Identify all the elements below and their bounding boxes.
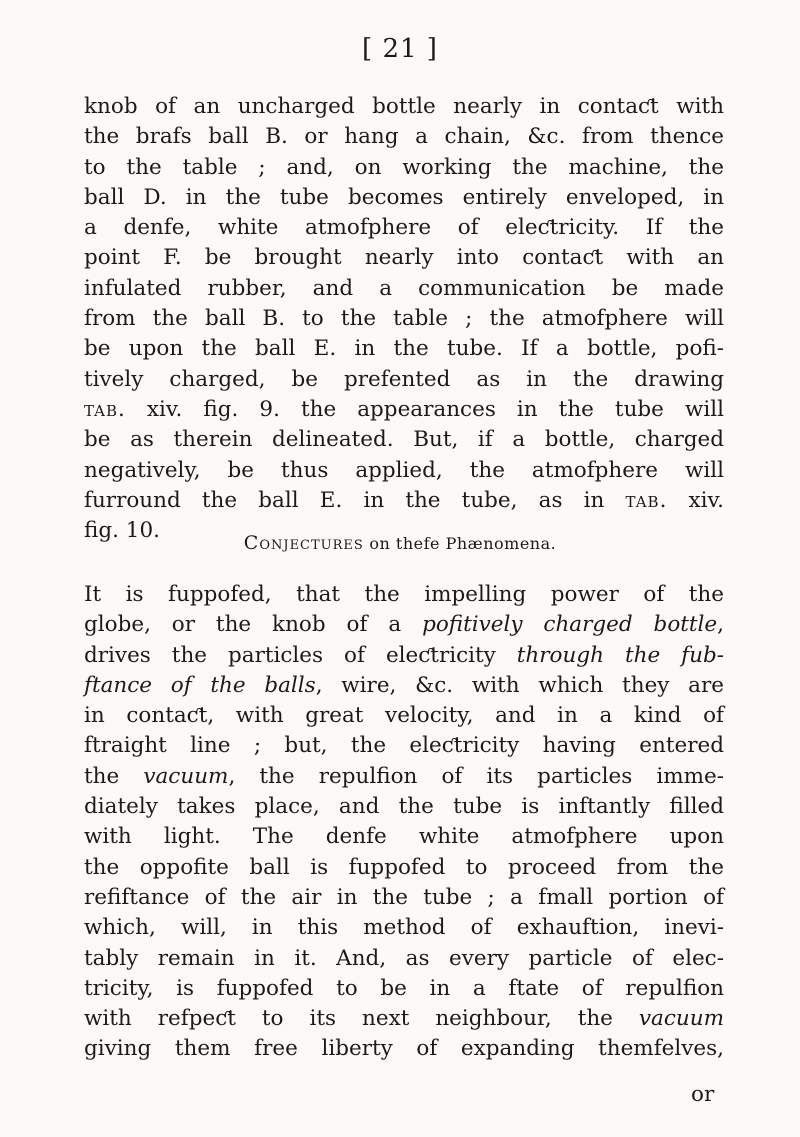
text-segment: be as therein delineated. But, if a bottle, charged — [84, 427, 724, 453]
text-line — [84, 334, 724, 364]
text-segment: drives the particles of eleƈtricity — [84, 642, 517, 668]
italic-text: ftance of the balls — [84, 672, 316, 698]
text-line — [84, 944, 724, 974]
text-line — [84, 1034, 724, 1064]
paragraph-1 — [84, 92, 724, 546]
catchword: or — [691, 1082, 715, 1107]
text-segment: diately takes place, and the tube is inftantly filled — [84, 794, 724, 820]
text-line — [84, 822, 724, 852]
text-line — [84, 365, 724, 395]
text-segment: , — [717, 612, 724, 638]
text-line — [84, 486, 724, 516]
section-heading-lead: Conjectures — [243, 532, 364, 554]
text-segment: furround the ball E. in the tube, as in — [84, 487, 626, 513]
text-segment: giving them free liberty of expanding themfelves, — [84, 1036, 724, 1062]
text-segment: fig. 10. — [84, 518, 160, 544]
text-segment: with refpeƈt to its next neighbour, the — [84, 1006, 639, 1032]
text-line — [84, 580, 724, 610]
italic-text: pofitively charged bottle — [422, 612, 718, 638]
text-line — [84, 853, 724, 883]
text-line — [84, 792, 724, 822]
text-segment: xiv. fig. 9. the appearances in the tube will — [125, 396, 724, 422]
text-segment: globe, or the knob of a — [84, 612, 423, 638]
text-segment: xiv. — [667, 487, 724, 513]
text-segment: , wire, &c. with which they are — [315, 672, 724, 698]
text-line — [84, 395, 724, 425]
text-segment: tricity, is fuppofed to be in a ftate of repulfion — [84, 975, 724, 1001]
text-segment: ball D. in the tube becomes entirely enveloped, in — [84, 184, 724, 210]
page-number: [ 21 ] — [362, 34, 438, 64]
text-line — [84, 92, 724, 122]
text-line — [84, 641, 724, 671]
text-line — [84, 974, 724, 1004]
text-line — [84, 183, 724, 213]
text-segment: the oppofite ball is fuppofed to proceed from the — [84, 854, 724, 880]
text-line — [84, 762, 724, 792]
section-heading-rest: on thefe Phænomena. — [363, 534, 557, 553]
italic-text: vacuum — [638, 1006, 724, 1032]
text-segment: knob of an uncharged bottle nearly in contaƈt with — [84, 94, 724, 119]
text-segment: ftraight line ; but, the eleƈtricity having entered — [84, 733, 724, 759]
text-line — [84, 701, 724, 731]
text-segment: It is fuppofed, that the impelling power of the — [84, 582, 724, 607]
text-line — [84, 274, 724, 304]
text-segment: be upon the ball E. in the tube. If a bottle, pofi- — [84, 336, 724, 362]
text-segment: the — [84, 763, 144, 789]
text-segment: point F. be brought nearly into contaƈt with an — [84, 245, 724, 271]
text-segment: infulated rubber, and a communication be made — [84, 275, 724, 301]
text-line — [84, 913, 724, 943]
text-segment: tably remain in it. And, as every particle of elec- — [84, 945, 724, 971]
text-line — [84, 456, 724, 486]
text-segment: to the table ; and, on working the machine, the — [84, 154, 724, 180]
text-segment: tively charged, be prefented as in the drawing — [84, 366, 724, 392]
text-segment: , the repulfion of its particles imme- — [228, 763, 725, 789]
text-segment: a denfe, white atmofphere of eleƈtricity. If the — [84, 215, 724, 241]
text-segment: in contaƈt, with great velocity, and in a kind of — [84, 703, 724, 729]
text-line — [84, 122, 724, 152]
text-line — [84, 213, 724, 243]
text-segment: which, will, in this method of exhauftion, inevi- — [84, 915, 724, 941]
paragraph-2 — [84, 580, 724, 1065]
text-segment: negatively, be thus applied, the atmofphere will — [84, 457, 724, 483]
text-line — [84, 883, 724, 913]
italic-text: vacuum — [143, 763, 229, 789]
text-line — [84, 243, 724, 273]
text-segment: refiftance of the air in the tube ; a fmall portion of — [84, 884, 724, 910]
text-segment: from the ball B. to the table ; the atmofphere will — [84, 306, 724, 332]
small-caps-text: tab. — [625, 487, 668, 513]
text-line — [84, 304, 724, 334]
italic-text: through the fub- — [516, 642, 724, 668]
text-line — [84, 425, 724, 455]
text-segment: with light. The denfe white atmofphere upon — [84, 824, 724, 850]
text-line — [84, 610, 724, 640]
text-line — [84, 153, 724, 183]
text-segment: the brafs ball B. or hang a chain, &c. from thence — [84, 124, 724, 150]
text-line — [84, 1004, 724, 1034]
small-caps-text: tab. — [84, 396, 126, 422]
text-line — [84, 731, 724, 761]
section-heading — [0, 532, 800, 554]
text-line — [84, 671, 724, 701]
